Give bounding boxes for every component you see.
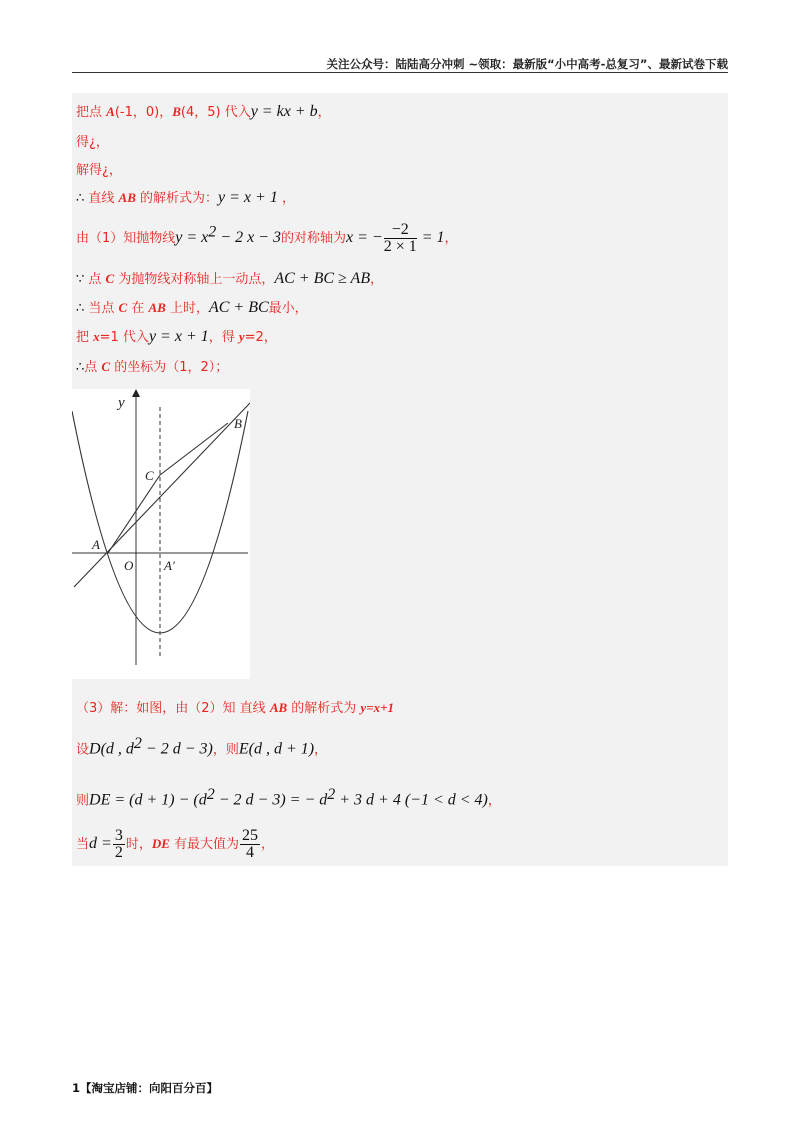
solution-line-9 (76, 356, 228, 375)
text: 的坐标为（1，2）； (110, 360, 229, 375)
solution-line-13 (76, 828, 274, 861)
segment-de: DE (151, 836, 170, 851)
solution-line-8 (76, 326, 277, 346)
text: 点 (84, 360, 102, 375)
point-d: D (89, 740, 101, 758)
denominator: 4 (246, 844, 255, 861)
exponent: 2 (327, 786, 336, 803)
text: 的解析式为 (287, 701, 361, 716)
equation: = 1 (417, 229, 445, 246)
line-ab: AB (148, 300, 166, 315)
text: 在 (127, 301, 149, 316)
equation: y = x (175, 229, 209, 246)
variable-y: y (238, 329, 245, 344)
therefore-symbol: ∴ (76, 301, 89, 316)
solution-line-5 (76, 222, 458, 255)
text: ， (317, 105, 331, 120)
text: 当 (76, 837, 90, 852)
text: ，得 (208, 330, 239, 345)
text: 上时， (165, 301, 209, 316)
text: 把 (76, 330, 94, 345)
page-header: 关注公众号：陆陆高分冲刺 ~领取：最新版“小中高考-总复习”、最新试卷下载 (326, 57, 728, 71)
line-ab (74, 403, 250, 587)
solution-line-1 (76, 101, 331, 121)
equation: + 3 d + 4 (−1 < d < 4) (335, 791, 488, 809)
denominator: 2 (114, 844, 123, 861)
text: ， (370, 272, 384, 287)
line-ab: AB (118, 190, 136, 205)
variable-x: x (93, 329, 100, 344)
solution-line-11 (76, 735, 327, 758)
exponent: 2 (208, 223, 217, 241)
page-footer: 1【淘宝店铺：向阳百分百】 (72, 1081, 219, 1095)
text: 有最大值为 (169, 837, 240, 852)
point-c: C (105, 271, 115, 286)
equation: AC + BC ≥ AB (274, 270, 371, 287)
solution-line-2: 得¿， (76, 135, 109, 150)
text: 当点 (88, 301, 119, 316)
numerator: 3 (114, 827, 123, 844)
point-b: B (172, 104, 181, 119)
text: ，则 (212, 742, 239, 758)
therefore-symbol: ∴ (76, 191, 89, 206)
text: 点 (88, 272, 106, 287)
text: ， (277, 191, 295, 206)
text: 由（1）知抛物线 (76, 231, 176, 246)
equation: y = x + 1 (218, 189, 278, 206)
text: 直线 (88, 191, 119, 206)
point-c: C (101, 359, 111, 374)
point-b-label: B (234, 416, 242, 431)
numerator: −2 (384, 222, 417, 239)
equation: (d , d (100, 740, 134, 758)
text: 的对称轴为 (280, 231, 346, 246)
solution-line-3: 解得¿， (76, 163, 122, 178)
text: =1 代入 (99, 330, 149, 345)
solution-line-7 (76, 297, 308, 317)
equation: − 2 d − 3) (141, 740, 213, 758)
solution-line-4 (76, 187, 295, 207)
fraction-three-halves (113, 828, 125, 861)
text: ， (314, 742, 328, 758)
equation: (d , d + 1) (248, 740, 315, 758)
text: (4，5) 代入 (180, 105, 251, 120)
equation: − 2 d − 3) = − d (214, 791, 328, 809)
text: 最小， (268, 301, 308, 316)
figure-svg (72, 389, 250, 679)
header-divider (72, 72, 728, 73)
parabola-figure (72, 389, 250, 679)
because-symbol: ∵ (76, 272, 89, 287)
text: 设 (76, 742, 90, 758)
denominator: 2 × 1 (383, 238, 417, 255)
point-c: C (118, 300, 128, 315)
text: （3）解：如图，由（2）知 直线 (76, 701, 270, 716)
text: 把点 (76, 105, 107, 120)
text: ， (444, 231, 458, 246)
text: =2， (244, 330, 277, 345)
text: ， (487, 793, 501, 809)
point-a-prime-label: A′ (164, 558, 175, 573)
solution-line-10 (76, 697, 394, 716)
exponent: 2 (133, 735, 142, 752)
therefore-symbol: ∴ (76, 360, 85, 375)
exponent: 2 (206, 786, 215, 803)
equation: y = x + 1 (148, 328, 209, 345)
text: 的解析式为： (135, 191, 219, 206)
point-c-label: C (145, 468, 154, 483)
equation: AC + BC (208, 299, 269, 316)
point-e: E (238, 740, 249, 758)
equation: DE = (d + 1) − (d (89, 791, 207, 809)
equation: d = (89, 835, 112, 852)
text: (-1，0)， (114, 105, 173, 120)
solution-line-12 (76, 786, 501, 809)
origin-label: O (124, 558, 134, 573)
point-a: A (106, 104, 115, 119)
numerator: 25 (242, 827, 259, 844)
equation: − 2 x − 3 (216, 229, 281, 246)
point-a-label: A (92, 537, 100, 552)
text: 时， (125, 837, 152, 852)
line-ab: AB (269, 700, 288, 715)
equation: y=x+1 (360, 700, 395, 715)
fraction-max-value (240, 828, 260, 861)
fraction (384, 222, 417, 255)
y-axis-label: y (118, 395, 125, 411)
text: 则 (76, 793, 90, 809)
equation: x = − (346, 229, 383, 246)
solution-line-6 (76, 268, 383, 288)
text: 为抛物线对称轴上一动点， (114, 272, 275, 287)
equation: y = kx + b (250, 103, 318, 120)
text: ， (261, 837, 275, 852)
